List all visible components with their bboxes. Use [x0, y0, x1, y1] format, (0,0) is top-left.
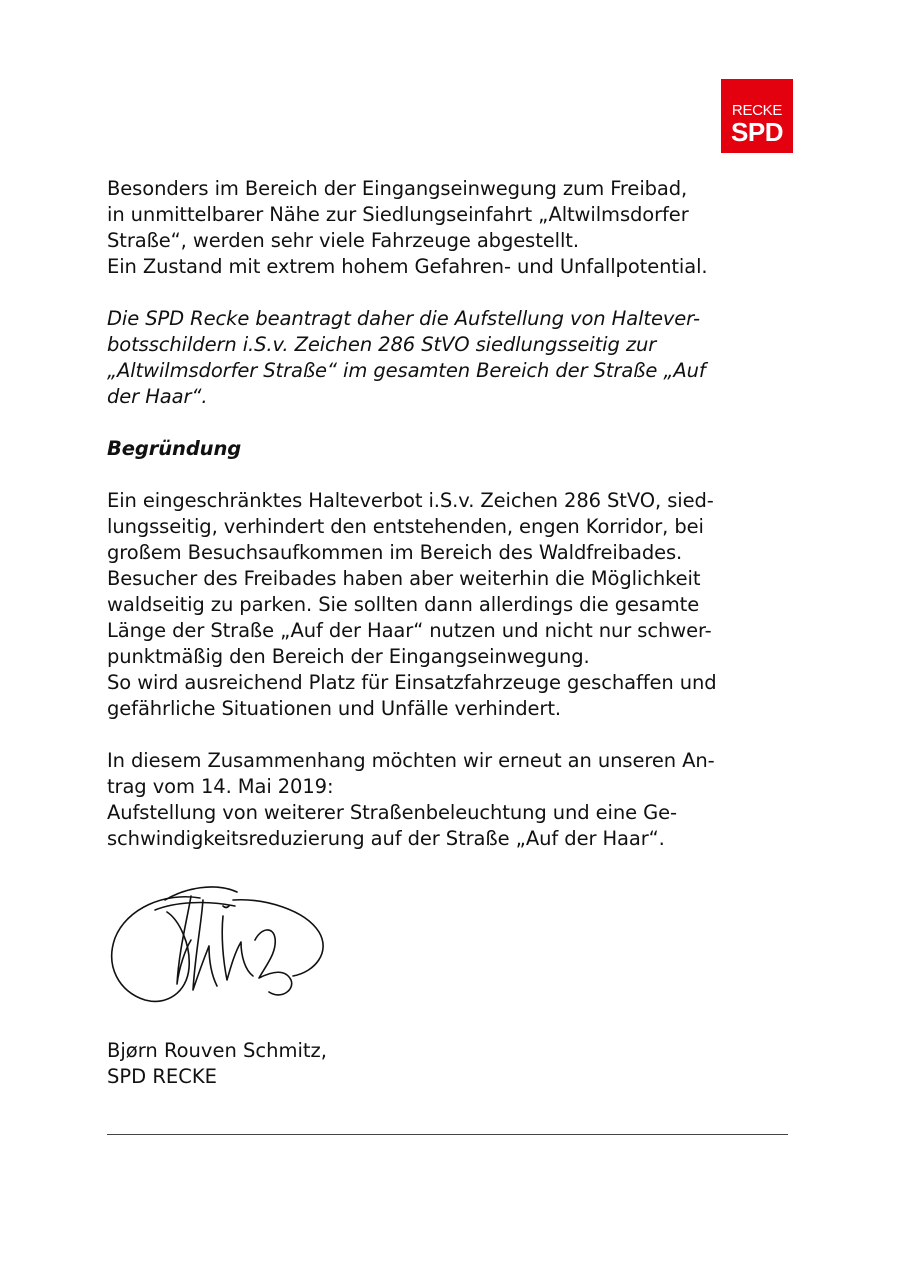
text-line: Besucher des Freibades haben aber weiterhin die Möglichkeit: [107, 567, 701, 590]
text-line: trag vom 14. Mai 2019:: [107, 775, 334, 798]
paragraph-justification: [107, 488, 797, 722]
letter-body: [107, 176, 797, 878]
paragraph-previous-motion: [107, 748, 797, 852]
text-line: lungsseitig, verhindert den entstehenden, engen Korridor, bei: [107, 515, 704, 538]
spd-recke-logo: [721, 79, 793, 153]
text-line: Straße“, werden sehr viele Fahrzeuge abgestellt.: [107, 229, 579, 252]
signer-name: Bjørn Rouven Schmitz,: [107, 1039, 327, 1062]
logo-text-recke: RECKE: [731, 102, 783, 119]
paragraph-situation: [107, 176, 797, 280]
text-line: Besonders im Bereich der Eingangseinwegung zum Freibad,: [107, 177, 688, 200]
paragraph-motion: [107, 306, 797, 410]
signer-block: [107, 1038, 327, 1090]
text-line: der Haar“.: [107, 385, 208, 408]
heading-justification: [107, 436, 797, 462]
text-line: Aufstellung von weiterer Straßenbeleuchtung und eine Ge-: [107, 801, 677, 824]
text-line: in unmittelbarer Nähe zur Siedlungseinfahrt „Altwilmsdorfer: [107, 203, 689, 226]
text-line: So wird ausreichend Platz für Einsatzfahrzeuge geschaffen und: [107, 671, 717, 694]
text-line: „Altwilmsdorfer Straße“ im gesamten Bereich der Straße „Auf: [107, 359, 706, 382]
text-line: gefährliche Situationen und Unfälle verhindert.: [107, 697, 561, 720]
text-line: Ein Zustand mit extrem hohem Gefahren- und Unfallpotential.: [107, 255, 708, 278]
text-line: Die SPD Recke beantragt daher die Aufstellung von Haltever-: [107, 307, 700, 330]
handwritten-signature: [105, 880, 330, 1008]
section-heading: Begründung: [107, 437, 242, 460]
signer-organization: SPD RECKE: [107, 1065, 217, 1088]
text-line: schwindigkeitsreduzierung auf der Straße „Auf der Haar“.: [107, 827, 665, 850]
text-line: Länge der Straße „Auf der Haar“ nutzen und nicht nur schwer-: [107, 619, 712, 642]
text-line: großem Besuchsaufkommen im Bereich des Waldfreibades.: [107, 541, 683, 564]
logo-text-spd: SPD: [731, 117, 783, 147]
text-line: In diesem Zusammenhang möchten wir erneut an unseren An-: [107, 749, 715, 772]
text-line: waldseitig zu parken. Sie sollten dann allerdings die gesamte: [107, 593, 700, 616]
footer-divider: [107, 1134, 788, 1135]
text-line: Ein eingeschränktes Halteverbot i.S.v. Zeichen 286 StVO, sied-: [107, 489, 714, 512]
text-line: punktmäßig den Bereich der Eingangseinwegung.: [107, 645, 590, 668]
text-line: botsschildern i.S.v. Zeichen 286 StVO siedlungsseitig zur: [107, 333, 657, 356]
